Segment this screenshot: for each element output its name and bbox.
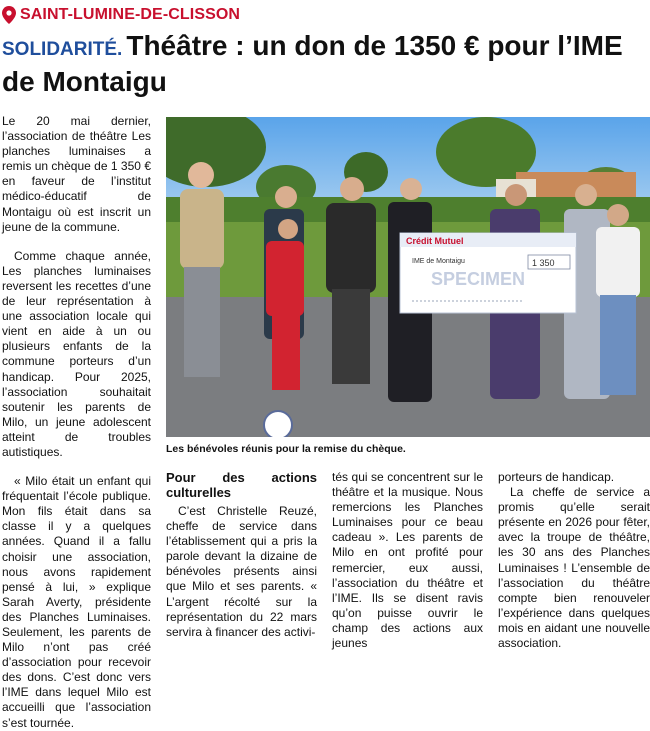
headline-text: Théâtre : un don de 1350 € pour l’IME de Montaigu — [2, 30, 623, 97]
article-column-3 — [332, 470, 483, 651]
body-paragraph: tés qui se concentrent sur le théâtre et la musique. Nous remercions les Planches Luminaises pour ce beau cadeau ». Les parents de Milo en ont profité pour remercier, eux aussi, l’association du théâtre et l’IME. Ils se disent ravis qu’on puisse ouvrir le champ des actions aux jeunes — [332, 470, 483, 651]
lead-paragraph: Le 20 mai dernier, l’association de théâtre Les planches luminaises a remis un chèque de 1 350 € en faveur de l’institut médico-éducatif de Montaigu où est inscrit un jeune de la commune. — [2, 114, 151, 234]
article-headline — [2, 30, 642, 98]
article-column-4 — [498, 470, 650, 651]
body-paragraph: Comme chaque année, Les planches luminaises reversent les recettes d’une de leur représentation à une association locale qui vient en aide à un ou plusieurs enfants de la commune porteurs d’un handicap. Pour 2025, l’association souhaitait soutenir les parents de Milo, un jeune adolescent atteint de troubles autistiques. — [2, 248, 151, 459]
rubric-label: SOLIDARITÉ. — [2, 39, 123, 60]
location-pin-icon — [2, 6, 16, 24]
body-paragraph: La cheffe de service a promis qu’elle serait présente en 2026 pour fêter, avec la troupe de théâtre, les 30 ans des Planches Luminaises ! L’ensemble de l’association du théâtre compte bien renouveler l’expérience dans quelques mois en aidant une nouvelle association. — [498, 485, 650, 651]
location-label: SAINT-LUMINE-DE-CLISSON — [20, 6, 241, 23]
section-subhead: Pour des actions culturelles — [166, 470, 317, 500]
article-photo — [166, 117, 650, 437]
article-column-2 — [166, 470, 317, 640]
article-column-1 — [2, 114, 151, 731]
check-amount: 1 350 — [532, 258, 555, 268]
check-watermark: SPECIMEN — [431, 269, 526, 289]
check-bank-name: Crédit Mutuel — [406, 236, 464, 246]
check-graphic — [400, 233, 576, 313]
photo-caption: Les bénévoles réunis pour la remise du chèque. — [166, 443, 406, 455]
check-payee: IME de Montaigu — [412, 258, 465, 265]
body-paragraph: « Milo était un enfant qui fréquentait l’école publique. Mon fils était dans sa classe il y a quelques années. Quand il a fallu choisir une association, nous avons rapidement pensé à lui, » explique Sarah Averty, présidente des Planches Luminaises. Seulement, les parents de Milo n’ont pas créé d’association pour recevoir des dons. C’est donc vers l’IME dans lequel Milo est accueilli que l’association s’est tournée. — [2, 474, 151, 730]
body-paragraph: porteurs de handicap. — [498, 470, 615, 484]
location-kicker — [2, 6, 240, 24]
group-photo-illustration — [166, 117, 650, 437]
body-paragraph: C’est Christelle Reuzé, cheffe de service dans l’établissement qui a pris la parole devant la dizaine de bénévoles présents ainsi que Milo et ses parents. « L’argent récolté sur la représentation du 22 mars servira à financer des activi- — [166, 504, 317, 639]
